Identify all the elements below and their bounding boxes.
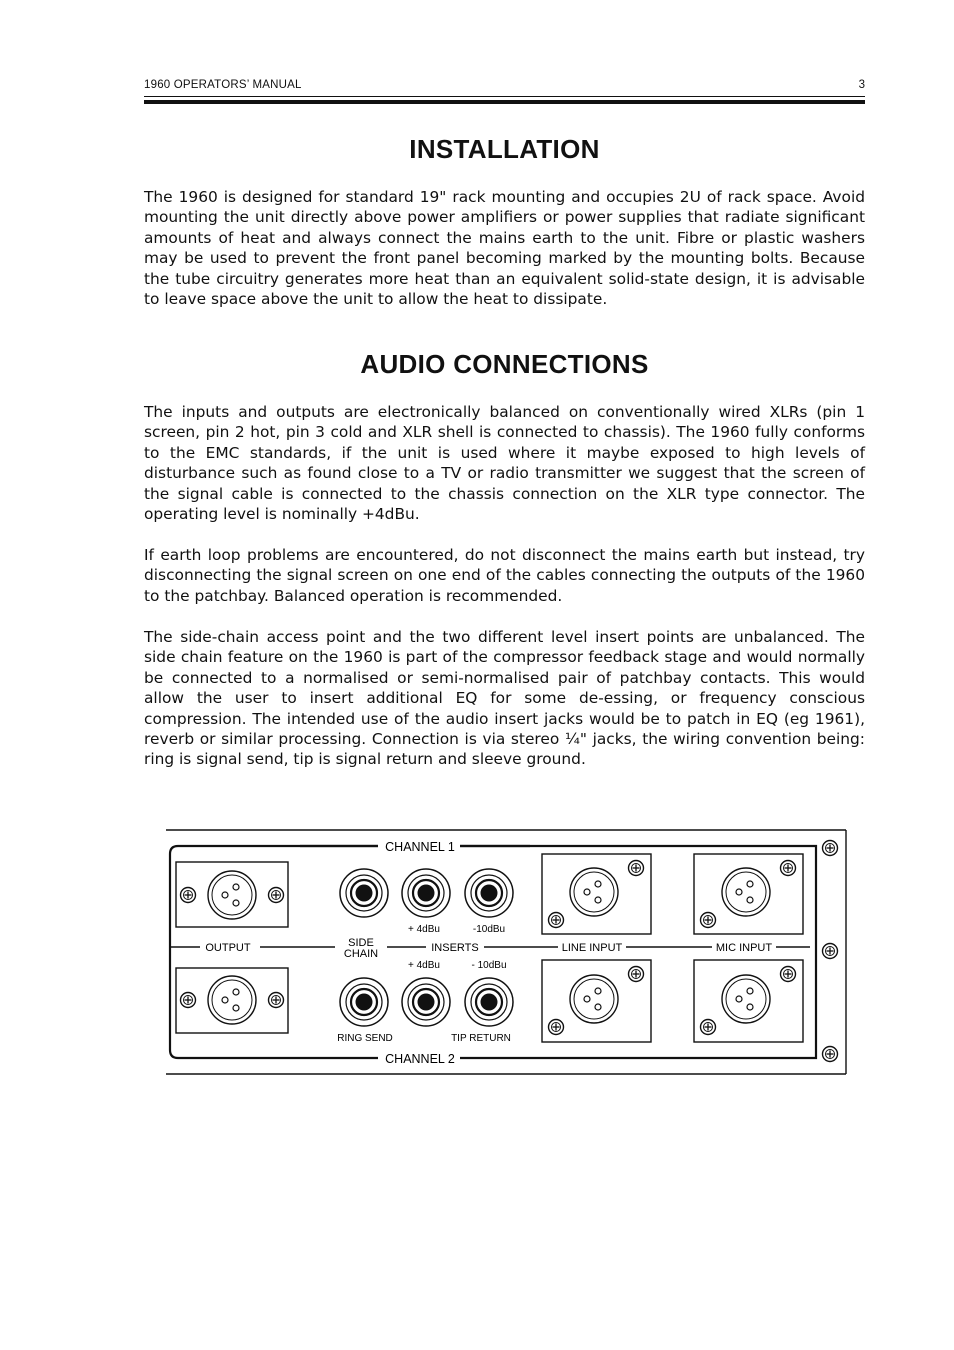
tip-return-label: TIP RETURN — [451, 1033, 511, 1044]
mic-input-1-screw-bottom-icon — [701, 913, 716, 928]
installation-heading: INSTALLATION — [409, 134, 600, 164]
plus-4dbu-top-label: + 4dBu — [408, 924, 440, 935]
output-2-screw-left-icon — [181, 993, 196, 1008]
side-chain-jack-1-icon — [340, 869, 388, 917]
output-2-xlr-icon — [208, 976, 256, 1024]
mic-input-1-screw-top-icon — [781, 861, 796, 876]
rear-panel-diagram — [160, 824, 850, 1080]
insert-4dbu-jack-2-icon — [402, 978, 450, 1026]
line-input-label: LINE INPUT — [561, 942, 623, 954]
audio-paragraph-3: The side-chain access point and the two different level insert points are unbalanced. The side chain feature on the 1960 is part of the compressor feedback stage and would normally be connected to a normalised or semi-normalised pair of patchbay contacts. This would allow the user to insert additional EQ for some de-essing, or frequency conscious compression. The intended use of the audio insert jacks would be to patch in EQ (eg 1961), reverb or similar processing. Connection is via stereo ¼" jacks, the wiring convention being: ring is signal send, tip is signal return and sleeve ground. — [144, 628, 865, 769]
minus-10dbu-bottom-label: - 10dBu — [471, 960, 507, 971]
insert-10dbu-jack-2-icon — [465, 978, 513, 1026]
rack-screw-middle-icon — [823, 944, 838, 959]
audio-paragraph-2: If earth loop problems are encountered, do not disconnect the mains earth but instead, try disconnecting the signal screen on one end of the cables connecting the outputs of the 1960 to the patchbay. Balanced operation is recommended. — [144, 546, 865, 605]
header-rule-thin — [144, 96, 865, 97]
line-input-1-screw-bottom-icon — [549, 913, 564, 928]
mic-input-2-screw-top-icon — [781, 967, 796, 982]
ring-send-label: RING SEND — [337, 1033, 393, 1044]
output-label: OUTPUT — [205, 942, 251, 954]
line-input-1-xlr-icon — [570, 868, 618, 916]
line-input-2-xlr-icon — [570, 975, 618, 1023]
output-1-xlr-icon — [208, 871, 256, 919]
line-input-2-screw-top-icon — [629, 967, 644, 982]
minus-10dbu-top-label: -10dBu — [472, 924, 506, 935]
output-1-screw-right-icon — [269, 888, 284, 903]
output-2-screw-right-icon — [269, 993, 284, 1008]
rack-screw-top-icon — [823, 841, 838, 856]
inserts-label: INSERTS — [431, 942, 479, 954]
rack-screw-bottom-icon — [823, 1047, 838, 1062]
mic-input-1-xlr-icon — [722, 868, 770, 916]
channel-2-label: CHANNEL 2 — [385, 1052, 455, 1066]
channel-1-label: CHANNEL 1 — [385, 840, 455, 854]
installation-paragraph: The 1960 is designed for standard 19" rack mounting and occupies 2U of rack space. Avoid mounting the unit directly above power amplifiers or power supplies that radiate significant amounts of heat and always connect the mains earth to the unit. Fibre or plastic washers may be used to prevent the front panel becoming marked by the mounting bolts. Because the tube circuitry generates more heat than an equivalent solid-state design, it is advisable to leave space above the unit to allow the heat to dissipate. — [144, 188, 865, 309]
output-1-screw-left-icon — [181, 888, 196, 903]
chain-label: CHAIN — [343, 948, 379, 960]
line-input-2-screw-bottom-icon — [549, 1020, 564, 1035]
mic-input-2-xlr-icon — [722, 975, 770, 1023]
side-chain-jack-2-icon — [340, 978, 388, 1026]
insert-4dbu-jack-1-icon — [402, 869, 450, 917]
page-header — [144, 79, 865, 109]
audio-paragraph-1: The inputs and outputs are electronically balanced on conventionally wired XLRs (pin 1 screen, pin 2 hot, pin 3 cold and XLR shell is connected to chassis). The 1960 fully conforms to the EMC standards, if the unit is used where it maybe exposed to high levels of disturbance such as found close to a TV or radio transmitter we suggest that the screen of the signal cable is connected to the chassis connection on the XLR type connector. The operating level is nominally +4dBu. — [144, 403, 865, 524]
mic-input-2-screw-bottom-icon — [701, 1020, 716, 1035]
side-label: SIDE — [348, 937, 374, 949]
mic-input-label: MIC INPUT — [715, 942, 773, 954]
audio-connections-heading: AUDIO CONNECTIONS — [360, 349, 649, 379]
header-rule-thick — [144, 100, 865, 104]
plus-4dbu-bottom-label: + 4dBu — [408, 960, 440, 971]
line-input-1-screw-top-icon — [629, 861, 644, 876]
page-number: 3 — [858, 79, 865, 91]
insert-10dbu-jack-1-icon — [465, 869, 513, 917]
manual-title: 1960 OPERATORS’ MANUAL — [144, 79, 302, 91]
